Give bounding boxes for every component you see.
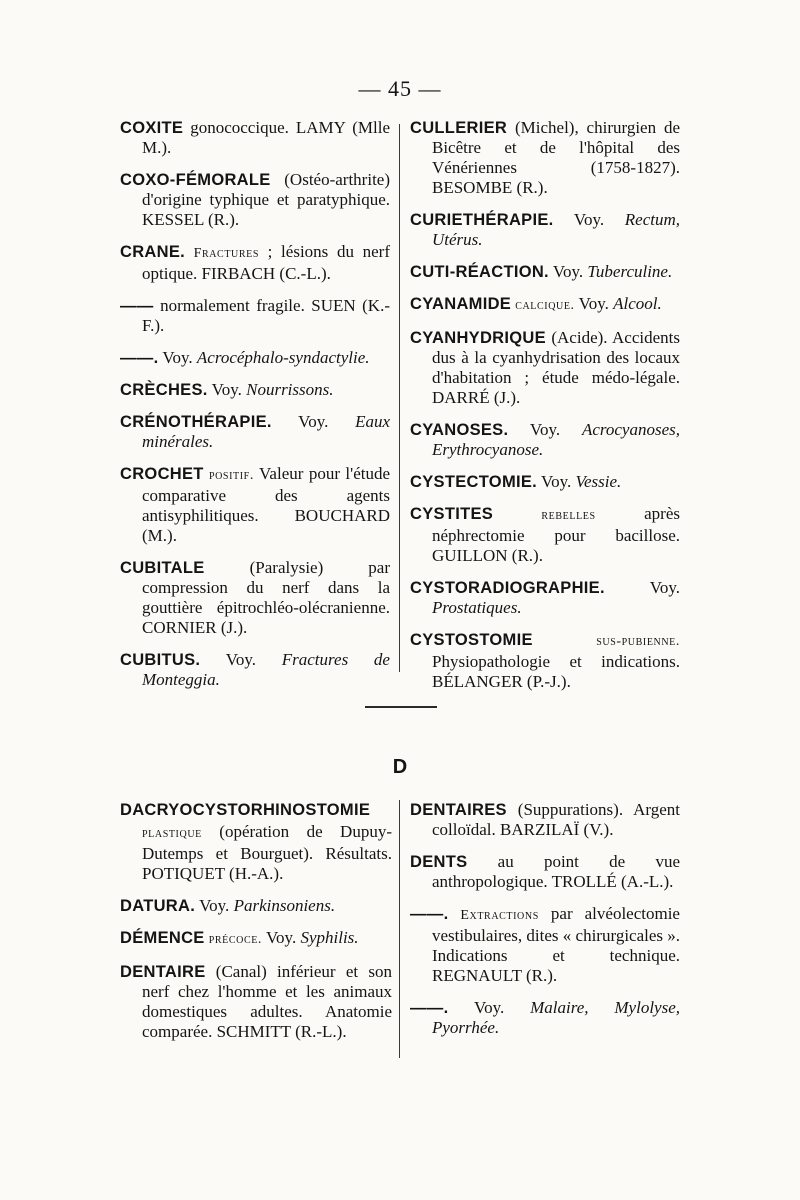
entry-headword: ——. [410, 905, 449, 923]
entry-crossref: Nourrissons. [246, 380, 334, 399]
index-entry [410, 328, 680, 408]
entry-qualifier: positif. [203, 468, 254, 483]
entry-crossref: Vessie. [575, 472, 622, 491]
index-entry [120, 650, 390, 690]
index-entry [120, 380, 390, 400]
entry-headword: DÉMENCE [120, 929, 205, 947]
entry-headword: ——. [120, 349, 159, 367]
entry-text: Voy. [448, 998, 531, 1017]
entry-text: Voy. [508, 420, 582, 439]
entry-text: Voy. [262, 928, 301, 947]
entry-headword: COXITE [120, 119, 184, 137]
column-right-c [410, 118, 680, 704]
entry-qualifier: précoce. [204, 932, 263, 947]
entry-headword: CYANAMIDE [410, 295, 512, 313]
entry-text: (opération de Dupuy-Dutemps et Bourguet). Résultats. POTIQUET (H.-A.). [142, 822, 392, 883]
index-entry [120, 962, 392, 1042]
entry-headword: CRANE. [120, 243, 186, 261]
index-entry [410, 420, 680, 460]
index-entry [120, 464, 390, 546]
entry-headword: CYANOSES. [410, 421, 509, 439]
entry-text: par alvéolectomie vestibulaires, dites « chirurgicales ». Indications et technique. REGNAULT (R.). [432, 904, 681, 985]
entry-crossref: Malaire, Mylolyse, Pyorrhée. [432, 998, 680, 1037]
index-entry [410, 472, 680, 492]
column-left-c [120, 118, 390, 702]
entry-crossref: Parkinsoniens. [233, 896, 336, 915]
index-entry [410, 262, 680, 282]
entry-headword: DENTAIRES [410, 801, 507, 819]
entry-headword: —— [120, 297, 154, 315]
entry-headword: CYSTECTOMIE. [410, 473, 538, 491]
entry-crossref: Eaux minérales. [142, 412, 390, 451]
index-entry [120, 118, 390, 158]
index-entry [120, 170, 390, 230]
entry-qualifier: sus-pubienne. [532, 634, 680, 649]
index-entry [410, 904, 680, 986]
index-entry [410, 852, 680, 892]
entry-text: (Paralysie) par compression du nerf dans la gouttière épitrochléo-olécranienne. CORNIER (J.). [142, 558, 390, 637]
entry-crossref: Syphilis. [300, 928, 359, 947]
entry-headword: CYANHYDRIQUE [410, 329, 546, 347]
entry-text: Voy. [195, 896, 234, 915]
index-entry [120, 558, 390, 638]
index-entry [410, 118, 680, 198]
index-entry [120, 348, 390, 368]
entry-text: Physiopathologie et indications. BÉLANGER (P.-J.). [432, 652, 680, 691]
entry-headword: CUBITALE [120, 559, 205, 577]
index-entry [120, 800, 392, 884]
index-entry [410, 294, 680, 316]
entry-headword: CRÉNOTHÉRAPIE. [120, 413, 272, 431]
entry-headword: DACRYOCYSTORHINOSTOMIE [120, 801, 371, 819]
section-separator [365, 706, 437, 708]
index-entry [410, 504, 680, 566]
entry-crossref: Acrocyanoses, Erythrocyanose. [432, 420, 680, 459]
entry-text: (Ostéo-arthrite) d'origine typhique et paratyphique. KESSEL (R.). [142, 170, 390, 229]
column-divider [399, 124, 400, 672]
index-entry [410, 210, 680, 250]
entry-headword: CUTI-RÉACTION. [410, 263, 549, 281]
entry-qualifier: calcique. [511, 298, 575, 313]
index-entry [410, 578, 680, 618]
entry-headword: CYSTOSTOMIE [410, 631, 533, 649]
index-entry [120, 412, 390, 452]
entry-crossref: Rectum, Utérus. [432, 210, 680, 249]
entry-headword: CROCHET [120, 465, 204, 483]
entry-text: Voy. [553, 210, 625, 229]
entry-crossref: Tuberculine. [587, 262, 673, 281]
column-right-d [410, 800, 680, 1050]
entry-headword: COXO-FÉMORALE [120, 171, 271, 189]
entry-text: au point de vue anthropologique. TROLLÉ (A.-L.). [432, 852, 680, 891]
column-divider [399, 800, 400, 1058]
index-entry [410, 800, 680, 840]
entry-crossref: Acrocéphalo-syndactylie. [196, 348, 370, 367]
column-left-d [120, 800, 392, 1054]
entry-text: Voy. [548, 262, 588, 281]
entry-crossref: Prostatiques. [432, 598, 522, 617]
entry-qualifier: Fractures [185, 246, 259, 261]
entry-text: ; lésions du nerf optique. FIRBACH (C.-L.). [142, 242, 390, 283]
entry-headword: ——. [410, 999, 449, 1017]
entry-text: normalement fragile. SUEN (K.-F.). [142, 296, 390, 335]
entry-qualifier: rebelles [493, 508, 596, 523]
index-entry [120, 296, 390, 336]
entry-text: (Michel), chirurgien de Bicêtre et de l'hôpital des Vénériennes (1758-1827). BESOMBE (R.). [432, 118, 680, 197]
entry-text: Voy. [537, 472, 576, 491]
index-entry [120, 242, 390, 284]
entry-headword: DENTAIRE [120, 963, 206, 981]
entry-text: (Canal) inférieur et son nerf chez l'homme et les animaux domestiques adultes. Anatomie comparée. SCHMITT (R.-L.). [142, 962, 392, 1041]
entry-text: Voy. [604, 578, 680, 597]
entry-qualifier: plastique [142, 826, 202, 841]
entry-headword: CUBITUS. [120, 651, 201, 669]
index-entry [120, 896, 392, 916]
entry-headword: DATURA. [120, 897, 196, 915]
entry-headword: CRÈCHES. [120, 381, 208, 399]
entry-text: Voy. [207, 380, 247, 399]
entry-text: Voy. [200, 650, 282, 669]
entry-crossref: Alcool. [613, 294, 662, 313]
section-letter: D [392, 756, 408, 778]
entry-headword: CURIETHÉRAPIE. [410, 211, 554, 229]
entry-crossref: Fractures de Monteggia. [142, 650, 390, 689]
entry-text: Voy. [574, 294, 614, 313]
index-entry [410, 630, 680, 692]
entry-text: gonococcique. LAMY (Mlle M.). [142, 118, 390, 157]
entry-text: Voy. [271, 412, 356, 431]
entry-text: (Acide). Accidents dus à la cyanhydrisation des locaux d'habitation ; étude médo-légale. DARRÉ (J.). [432, 328, 680, 407]
entry-headword: DENTS [410, 853, 468, 871]
entry-text: Voy. [158, 348, 197, 367]
entry-text: Valeur pour l'étude comparative des agents antisyphilitiques. BOUCHARD (M.). [142, 464, 391, 545]
entry-headword: CYSTITES [410, 505, 494, 523]
entry-headword: CYSTORADIOGRAPHIE. [410, 579, 605, 597]
entry-text: après néphrectomie pour bacillose. GUILLON (R.). [432, 504, 680, 565]
entry-qualifier: Extractions [448, 908, 539, 923]
page-number: — 45 — [358, 76, 442, 101]
index-entry [120, 928, 392, 950]
entry-text: (Suppurations). Argent colloïdal. BARZILAÏ (V.). [432, 800, 680, 839]
entry-headword: CULLERIER [410, 119, 508, 137]
index-entry [410, 998, 680, 1038]
